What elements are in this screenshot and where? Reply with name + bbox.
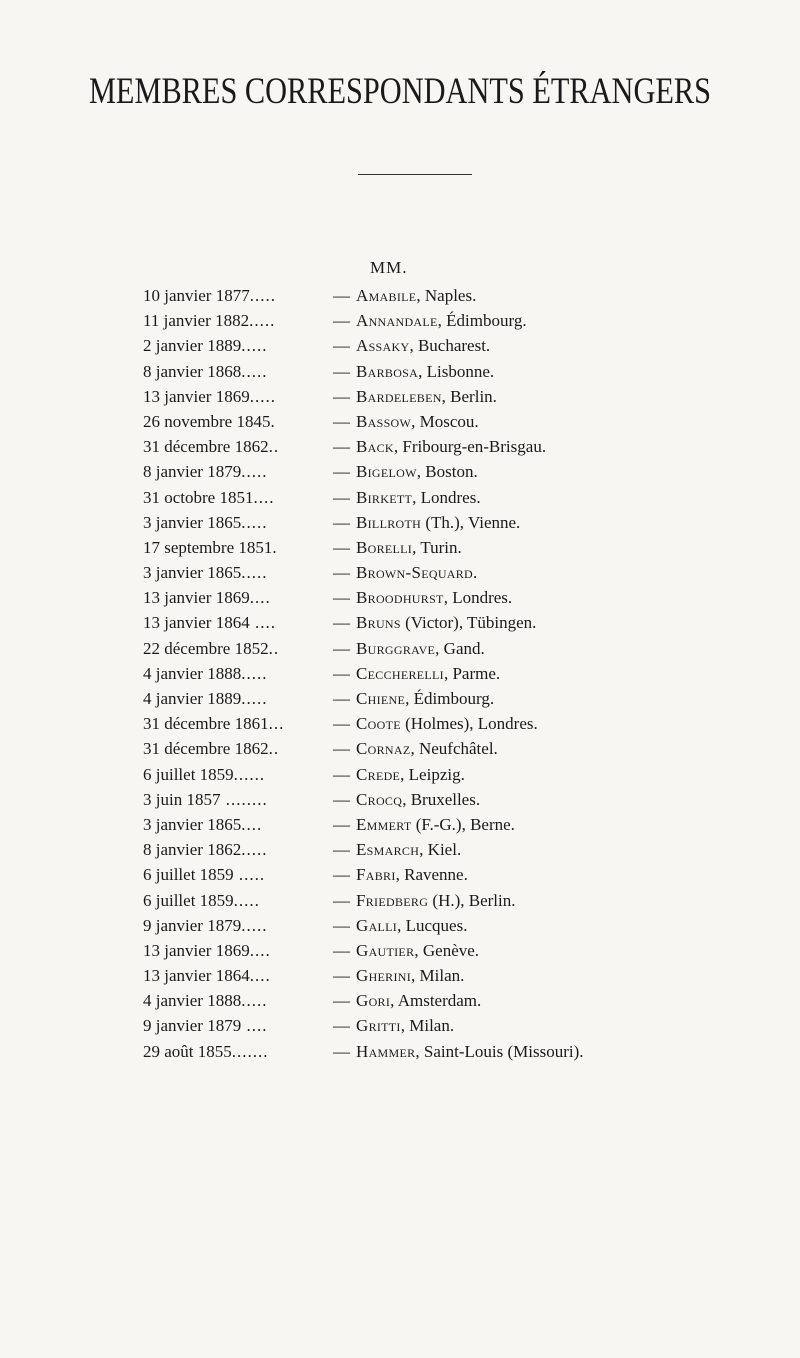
entry-date: 31 décembre 1862..: [143, 437, 280, 457]
page-title: MEMBRES CORRESPONDANTS ÉTRANGERS: [88, 71, 712, 112]
member-entry: [0, 840, 800, 865]
entry-member: Borelli, Turin.: [356, 537, 462, 557]
entry-dash: —: [333, 311, 350, 331]
member-name: Amabile: [356, 286, 417, 305]
member-name: Friedberg: [356, 890, 429, 910]
entry-leader-dots: ....: [249, 940, 271, 960]
member-entry: [0, 891, 800, 916]
entry-dash: —: [333, 991, 350, 1011]
member-place: Lucques.: [405, 915, 468, 935]
entry-dash: —: [333, 663, 350, 683]
entry-leader-dots: .....: [241, 512, 268, 532]
entry-leader-dots: ....: [249, 613, 276, 633]
member-place: Moscou.: [419, 411, 479, 431]
entry-date: 31 octobre 1851....: [143, 487, 275, 507]
member-name: Hammer: [356, 1041, 416, 1061]
entry-dash: —: [333, 840, 350, 860]
entry-dash: —: [333, 386, 350, 406]
member-entry: [0, 1016, 800, 1041]
member-entry: [0, 790, 800, 815]
entry-member: Burggrave, Gand.: [356, 638, 485, 658]
member-name: Birkett: [356, 487, 413, 507]
entry-date: 6 juillet 1859.....: [143, 890, 260, 910]
member-place: Édimbourg.: [446, 311, 527, 331]
member-entry: [0, 689, 800, 714]
member-place: Boston.: [425, 462, 478, 482]
entry-date: 8 janvier 1862.....: [143, 840, 268, 860]
entry-dash: —: [333, 563, 350, 583]
member-place: Ravenne.: [404, 865, 468, 885]
member-name: Barbosa: [356, 361, 419, 381]
member-place: Fribourg-en-Brisgau.: [402, 437, 547, 457]
member-name: Burggrave: [356, 638, 436, 658]
member-place: (Victor), Tübingen.: [405, 613, 537, 633]
entry-date: 13 janvier 1869....: [143, 588, 271, 608]
entry-leader-dots: ..: [268, 739, 280, 759]
member-entry: [0, 613, 800, 638]
entry-dash: —: [333, 764, 350, 784]
entry-dash: —: [333, 512, 350, 532]
entry-date: 31 décembre 1861...: [143, 714, 285, 734]
member-entry: [0, 412, 800, 437]
entry-date: 4 janvier 1888.....: [143, 663, 268, 683]
member-entry: [0, 1042, 800, 1067]
entry-member: Gherini, Milan.: [356, 966, 465, 986]
entry-date: 3 juin 1857 ........: [143, 789, 268, 809]
entry-member: [356, 513, 520, 533]
entry-member: Fabri, Ravenne.: [356, 865, 468, 885]
entry-member: Gori, Amsterdam.: [356, 991, 482, 1011]
member-list: [0, 286, 800, 1067]
entry-leader-dots: .....: [233, 890, 260, 910]
entry-member: Birkett, Londres.: [356, 487, 481, 507]
member-name: Gautier: [356, 940, 415, 960]
member-name: Broodhurst: [356, 588, 444, 608]
entry-leader-dots: .....: [241, 563, 268, 583]
entry-dash: —: [333, 487, 350, 507]
entry-dash: —: [333, 462, 350, 482]
entry-date: 29 août 1855.......: [143, 1041, 269, 1061]
entry-member: [356, 891, 516, 911]
member-entry: [0, 966, 800, 991]
entry-leader-dots: .....: [233, 865, 266, 885]
title-rule: [358, 174, 472, 175]
member-entry: [0, 362, 800, 387]
entry-date: 17 septembre 1851.: [143, 537, 278, 557]
entry-member: Gautier, Genève.: [356, 940, 480, 960]
entry-leader-dots: .....: [241, 991, 268, 1011]
entry-date: 11 janvier 1882.....: [143, 311, 276, 331]
entry-member: Galli, Lucques.: [356, 915, 468, 935]
member-place: Kiel.: [427, 840, 462, 860]
entry-member: Bardeleben, Berlin.: [356, 386, 497, 406]
entry-date: 13 janvier 1864....: [143, 966, 271, 986]
member-entry: [0, 765, 800, 790]
member-place: Édimbourg.: [413, 689, 495, 708]
entry-member: Amabile, Naples.: [356, 286, 477, 305]
entry-date: 13 janvier 1864 ....: [143, 613, 276, 633]
entry-dash: —: [333, 1016, 350, 1036]
member-name: Ceccherelli: [356, 663, 444, 683]
entry-dash: —: [333, 588, 350, 608]
member-name: Gherini: [356, 966, 412, 986]
entry-dash: —: [333, 814, 350, 834]
member-place: Amsterdam.: [397, 991, 482, 1011]
entry-member: [356, 613, 536, 633]
entry-leader-dots: .....: [241, 462, 268, 482]
entry-dash: —: [333, 437, 350, 457]
member-place: Turin.: [420, 537, 462, 557]
entry-dash: —: [333, 537, 350, 557]
member-entry: [0, 664, 800, 689]
member-entry: [0, 941, 800, 966]
member-name: Esmarch: [356, 840, 420, 860]
entry-leader-dots: ....: [249, 966, 271, 986]
entry-leader-dots: .....: [241, 361, 268, 381]
mm-heading: MM.: [370, 258, 408, 277]
member-place: (H.), Berlin.: [432, 890, 516, 910]
entry-date: 2 janvier 1889.....: [143, 336, 268, 356]
entry-date: 31 décembre 1862..: [143, 739, 280, 759]
entry-dash: —: [333, 739, 350, 759]
entry-leader-dots: ....: [253, 487, 275, 507]
entry-date: 3 janvier 1865.....: [143, 563, 268, 583]
entry-leader-dots: .: [270, 411, 276, 431]
member-entry: [0, 286, 800, 311]
member-place: Londres.: [452, 588, 513, 608]
member-place: Berlin.: [450, 386, 497, 406]
entry-date: 3 janvier 1865.....: [143, 512, 268, 532]
entry-leader-dots: .....: [241, 689, 268, 708]
entry-dash: —: [333, 915, 350, 935]
member-name: Bassow: [356, 411, 412, 431]
member-place: Lisbonne.: [426, 361, 495, 381]
member-place: (F.-G.), Berne.: [415, 814, 515, 834]
member-entry: [0, 714, 800, 739]
member-name: Emmert: [356, 814, 412, 834]
entry-dash: —: [333, 336, 350, 356]
member-name: Assaky: [356, 336, 410, 356]
member-entry: [0, 865, 800, 890]
entry-leader-dots: ...: [268, 714, 285, 734]
member-place: Londres.: [420, 487, 481, 507]
entry-leader-dots: ....: [249, 588, 271, 608]
entry-member: Bigelow, Boston.: [356, 462, 478, 482]
member-place: Milan.: [419, 966, 465, 986]
member-name: Gritti: [356, 1016, 401, 1036]
member-place: Leipzig.: [408, 764, 465, 784]
entry-leader-dots: .....: [241, 336, 268, 356]
entry-member: [356, 563, 478, 583]
member-name: Coote: [356, 714, 401, 734]
entry-member: Chiene, Édimbourg.: [356, 689, 495, 708]
entry-member: Gritti, Milan.: [356, 1016, 455, 1036]
member-place: (Th.), Vienne.: [425, 512, 521, 532]
entry-dash: —: [333, 286, 350, 305]
entry-dash: —: [333, 714, 350, 734]
entry-leader-dots: .....: [249, 386, 276, 406]
member-name: Crocq: [356, 789, 403, 809]
member-entry: [0, 513, 800, 538]
member-entry: [0, 639, 800, 664]
entry-date: 6 juillet 1859 .....: [143, 865, 266, 885]
entry-member: Esmarch, Kiel.: [356, 840, 462, 860]
member-place: Naples.: [424, 286, 477, 305]
entry-member: Hammer, Saint-Louis (Missouri).: [356, 1041, 584, 1061]
member-entry: [0, 588, 800, 613]
entry-date: 9 janvier 1879.....: [143, 915, 268, 935]
entry-date: 9 janvier 1879 ....: [143, 1016, 268, 1036]
member-name: Gori: [356, 991, 391, 1011]
entry-date: 22 décembre 1852..: [143, 638, 280, 658]
member-place: Milan.: [409, 1016, 455, 1036]
entry-date: 13 janvier 1869.....: [143, 386, 276, 406]
entry-date: 6 juillet 1859......: [143, 764, 266, 784]
entry-member: Annandale, Édimbourg.: [356, 311, 527, 331]
entry-leader-dots: ....: [241, 1016, 268, 1036]
member-name: Fabri: [356, 865, 396, 885]
entry-leader-dots: ..: [268, 437, 280, 457]
member-entry: [0, 815, 800, 840]
member-entry: [0, 563, 800, 588]
entry-dash: —: [333, 638, 350, 658]
entry-dash: —: [333, 1041, 350, 1061]
entry-dash: —: [333, 689, 350, 708]
entry-member: Assaky, Bucharest.: [356, 336, 491, 356]
entry-dash: —: [333, 940, 350, 960]
member-entry: [0, 538, 800, 563]
entry-dash: —: [333, 361, 350, 381]
entry-date: 10 janvier 1877.....: [143, 286, 276, 305]
member-name: Annandale: [356, 311, 438, 331]
entry-date: 4 janvier 1888.....: [143, 991, 268, 1011]
entry-member: Barbosa, Lisbonne.: [356, 361, 495, 381]
entry-leader-dots: .....: [241, 915, 268, 935]
entry-leader-dots: ..: [268, 638, 280, 658]
member-name: Brown-Sequard.: [356, 563, 478, 583]
member-place: Neufchâtel.: [418, 739, 498, 759]
member-place: Parme.: [452, 663, 501, 683]
entry-leader-dots: ........: [220, 789, 268, 809]
member-place: Bruxelles.: [410, 789, 481, 809]
member-place: Gand.: [443, 638, 485, 658]
member-place: Genève.: [422, 940, 480, 960]
entry-member: [356, 815, 515, 835]
entry-dash: —: [333, 789, 350, 809]
member-entry: [0, 437, 800, 462]
member-name: Back: [356, 437, 394, 457]
entry-leader-dots: .: [272, 537, 278, 557]
entry-dash: —: [333, 966, 350, 986]
entry-member: Ceccherelli, Parme.: [356, 663, 501, 683]
member-name: Borelli: [356, 537, 413, 557]
entry-date: 8 janvier 1879.....: [143, 462, 268, 482]
entry-dash: —: [333, 890, 350, 910]
entry-leader-dots: .......: [231, 1041, 269, 1061]
entry-leader-dots: .....: [241, 840, 268, 860]
entry-member: Cornaz, Neufchâtel.: [356, 739, 498, 759]
entry-member: Crocq, Bruxelles.: [356, 789, 481, 809]
entry-leader-dots: .....: [249, 311, 276, 331]
entry-date: 8 janvier 1868.....: [143, 361, 268, 381]
member-entry: [0, 916, 800, 941]
entry-member: Broodhurst, Londres.: [356, 588, 513, 608]
entry-dash: —: [333, 613, 350, 633]
member-place: (Holmes), Londres.: [405, 714, 538, 734]
member-name: Bardeleben: [356, 386, 442, 406]
entry-dash: —: [333, 411, 350, 431]
member-entry: [0, 336, 800, 361]
member-name: Chiene: [356, 689, 406, 708]
entry-leader-dots: ....: [241, 814, 263, 834]
entry-member: Bassow, Moscou.: [356, 411, 479, 431]
member-name: Billroth: [356, 512, 422, 532]
member-place: Bucharest.: [417, 336, 491, 356]
entry-date: 3 janvier 1865....: [143, 814, 263, 834]
entry-member: [356, 714, 538, 734]
member-entry: [0, 462, 800, 487]
member-name: Galli: [356, 915, 398, 935]
entry-dash: —: [333, 865, 350, 885]
member-place: Saint-Louis (Missouri).: [423, 1041, 584, 1061]
entry-date: 13 janvier 1869....: [143, 940, 271, 960]
member-name: Crede: [356, 764, 401, 784]
entry-date: 26 novembre 1845.: [143, 411, 276, 431]
entry-leader-dots: .....: [249, 286, 276, 305]
entry-member: Crede, Leipzig.: [356, 764, 465, 784]
member-entry: [0, 387, 800, 412]
member-name: Bigelow: [356, 462, 417, 482]
member-entry: [0, 311, 800, 336]
entry-date: 4 janvier 1889.....: [143, 689, 268, 708]
member-name: Cornaz: [356, 739, 411, 759]
entry-leader-dots: ......: [233, 764, 266, 784]
member-entry: [0, 991, 800, 1016]
member-name: Bruns: [356, 613, 401, 633]
entry-leader-dots: .....: [241, 663, 268, 683]
entry-member: Back, Fribourg-en-Brisgau.: [356, 437, 547, 457]
member-entry: [0, 488, 800, 513]
member-entry: [0, 739, 800, 764]
